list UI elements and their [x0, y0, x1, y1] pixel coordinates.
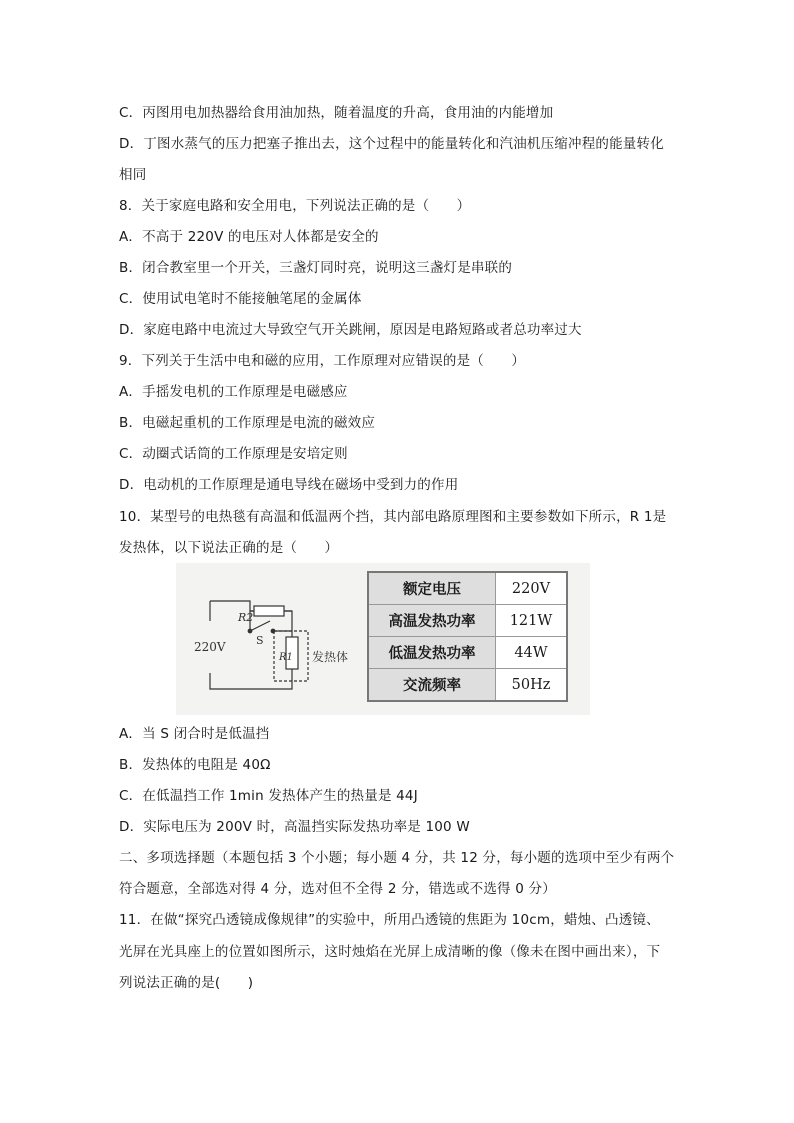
- option-8c: C．使用试电笔时不能接触笔尾的金属体: [119, 291, 362, 307]
- r1-label: R1: [279, 652, 293, 663]
- option-7d: D．丁图水蒸气的压力把塞子推出去，这个过程中的能量转化和汽油机压缩冲程的能量转化: [119, 136, 664, 152]
- option-7c: C．丙图用电加热器给食用油加热，随着温度的升高，食用油的内能增加: [119, 105, 554, 121]
- table-row: [368, 637, 567, 669]
- switch-label: S: [256, 634, 264, 647]
- circuit-diagram: [194, 599, 356, 695]
- question-9: 9．下列关于生活中电和磁的应用，工作原理对应错误的是（ ）: [119, 353, 526, 369]
- param-key: 高温发热功率: [368, 605, 496, 637]
- option-8d: D．家庭电路中电流过大导致空气开关跳闸，原因是电路短路或者总功率过大: [119, 322, 582, 338]
- question-10: 10．某型号的电热毯有高温和低温两个挡，其内部电路原理图和主要参数如下所示，R 1是: [119, 509, 667, 525]
- param-value: 121W: [496, 605, 568, 637]
- option-10d: D．实际电压为 200V 时，高温挡实际发热功率是 100 W: [119, 819, 470, 835]
- option-10b: B．发热体的电阻是 40Ω: [119, 757, 271, 773]
- param-key: 额定电压: [368, 572, 496, 605]
- option-8a: A．不高于 220V 的电压对人体都是安全的: [119, 229, 379, 245]
- option-9b: B．电磁起重机的工作原理是电流的磁效应: [119, 415, 376, 431]
- option-8b: B．闭合教室里一个开关，三盏灯同时亮，说明这三盏灯是串联的: [119, 260, 513, 276]
- param-value: 44W: [496, 637, 568, 669]
- question-11-cont: 光屏在光具座上的位置如图所示，这时烛焰在光屏上成清晰的像（像未在图中画出来），下: [119, 944, 661, 960]
- option-10c: C．在低温挡工作 1min 发热体产生的热量是 44J: [119, 788, 418, 804]
- voltage-label: 220V: [194, 640, 226, 654]
- question-11-cont-2: 列说法正确的是( ): [119, 975, 254, 991]
- question-8: 8．关于家庭电路和安全用电，下列说法正确的是（ ）: [119, 198, 471, 214]
- table-row: [368, 605, 567, 637]
- r2-label: R2: [238, 611, 254, 624]
- option-7d-cont: 相同: [119, 167, 147, 183]
- option-9d: D．电动机的工作原理是通电导线在磁场中受到力的作用: [119, 477, 459, 493]
- option-9c: C．动圈式话筒的工作原理是安培定则: [119, 446, 348, 462]
- section-2-heading: 二、多项选择题（本题包括 3 个小题；每小题 4 分，共 12 分，每小题的选项中至少有两个: [119, 850, 675, 866]
- question-10-figure: [176, 563, 590, 715]
- param-key: 低温发热功率: [368, 637, 496, 669]
- table-row: [368, 669, 567, 702]
- question-10-cont: 发热体，以下说法正确的是（ ）: [119, 540, 339, 556]
- param-value: 220V: [496, 572, 568, 605]
- heater-label: 发热体: [312, 650, 349, 664]
- param-value: 50Hz: [496, 669, 568, 702]
- table-row: [368, 572, 567, 605]
- parameter-table: [367, 571, 568, 702]
- option-10a: A．当 S 闭合时是低温挡: [119, 726, 270, 742]
- param-key: 交流频率: [368, 669, 496, 702]
- r2-resistor: [254, 606, 284, 616]
- section-2-heading-cont: 符合题意，全部选对得 4 分，选对但不全得 2 分，错选或不选得 0 分）: [119, 881, 556, 897]
- option-9a: A．手摇发电机的工作原理是电磁感应: [119, 384, 348, 400]
- question-11: 11．在做“探究凸透镜成像规律”的实验中，所用凸透镜的焦距为 10cm，蜡烛、凸透镜、: [119, 912, 660, 928]
